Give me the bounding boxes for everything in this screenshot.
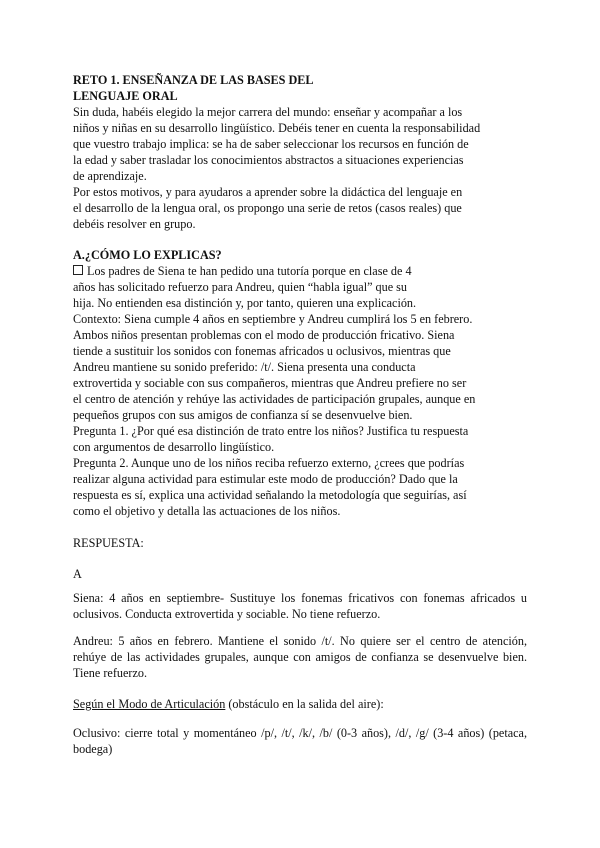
section-a-line: hija. No entienden esa distinción y, por tanto, quieren una explicación. (73, 296, 417, 310)
section-a-line: años has solicitado refuerzo para Andreu, quien “habla igual” que su (73, 280, 408, 294)
section-a-line: respuesta es sí, explica una actividad señalando la metodología que seguirías, así (73, 488, 467, 502)
respuesta-label: RESPUESTA: (73, 536, 144, 550)
document-title-line-1: RETO 1. ENSEÑANZA DE LAS BASES DEL (73, 73, 314, 87)
section-a-line: pequeños grupos con sus amigos de confianza sí se desenvuelve bien. (73, 408, 413, 422)
section-a-line: Pregunta 1. ¿Por qué esa distinción de trato entre los niños? Justifica tu respuesta (73, 424, 469, 438)
section-a-line: Pregunta 2. Aunque uno de los niños reciba refuerzo externo, ¿crees que podrías (73, 456, 465, 470)
section-a-line: Ambos niños presentan problemas con el modo de producción fricativo. Siena (73, 328, 455, 342)
section-a-line: el centro de atención y rehúye las actividades de participación grupales, aunque en (73, 392, 476, 406)
articulacion-line (73, 696, 384, 712)
section-a-line-text: Los padres de Siena te han pedido una tutoría porque en clase de 4 (87, 264, 412, 278)
articulacion-heading: Según el Modo de Articulación (73, 697, 226, 711)
section-a-line: realizar alguna actividad para estimular este modo de producción? Dado que la (73, 472, 458, 486)
answer-letter: A (73, 567, 82, 581)
section-a-line: extrovertida y sociable con sus compañeros, mientras que Andreu prefiere no ser (73, 376, 467, 390)
intro-line: Por estos motivos, y para ayudaros a aprender sobre la didáctica del lenguaje en (73, 185, 463, 199)
section-a-line: Andreu mantiene su sonido preferido: /t/. Siena presenta una conducta (73, 360, 416, 374)
section-a-line: Contexto: Siena cumple 4 años en septiembre y Andreu cumplirá los 5 en febrero. (73, 312, 473, 326)
document-title-line-2: LENGUAJE ORAL (73, 89, 178, 103)
section-a-heading: A.¿CÓMO LO EXPLICAS? (73, 248, 222, 262)
andreu-paragraph: Andreu: 5 años en febrero. Mantiene el sonido /t/. No quiere ser el centro de atención, rehúye de las actividades grupales, aunque con amigos de confianza se desenvuelve bien. Tiene refuerzo. (73, 634, 527, 680)
articulacion-note: (obstáculo en la salida del aire): (225, 697, 384, 711)
intro-line: niños y niñas en su desarrollo lingüístico. Debéis tener en cuenta la responsabilidad (73, 121, 481, 135)
section-a-line (73, 263, 412, 279)
intro-line: que vuestro trabajo implica: se ha de saber seleccionar los recursos en función de (73, 137, 469, 151)
section-a-line: como el objetivo y detalla las actuaciones de los niños. (73, 504, 341, 518)
checkbox-icon (73, 265, 83, 275)
intro-line: debéis resolver en grupo. (73, 217, 196, 231)
intro-line: la edad y saber trasladar los conocimientos abstractos a situaciones experiencias (73, 153, 464, 167)
intro-line: de aprendizaje. (73, 169, 147, 183)
section-a-line: tiende a sustituir los sonidos con fonemas africados u oclusivos, mientras que (73, 344, 451, 358)
siena-paragraph: Siena: 4 años en septiembre- Sustituye los fonemas fricativos con fonemas africados u oclusivos. Conducta extrovertida y sociable. No tiene refuerzo. (73, 591, 527, 621)
intro-line: el desarrollo de la lengua oral, os propongo una serie de retos (casos reales) que (73, 201, 462, 215)
section-a-line: con argumentos de desarrollo lingüístico. (73, 440, 275, 454)
oclusivo-paragraph: Oclusivo: cierre total y momentáneo /p/, /t/, /k/, /b/ (0-3 años), /d/, /g/ (3-4 años) (petaca, bodega) (73, 726, 527, 756)
intro-line: Sin duda, habéis elegido la mejor carrera del mundo: enseñar y acompañar a los (73, 105, 463, 119)
